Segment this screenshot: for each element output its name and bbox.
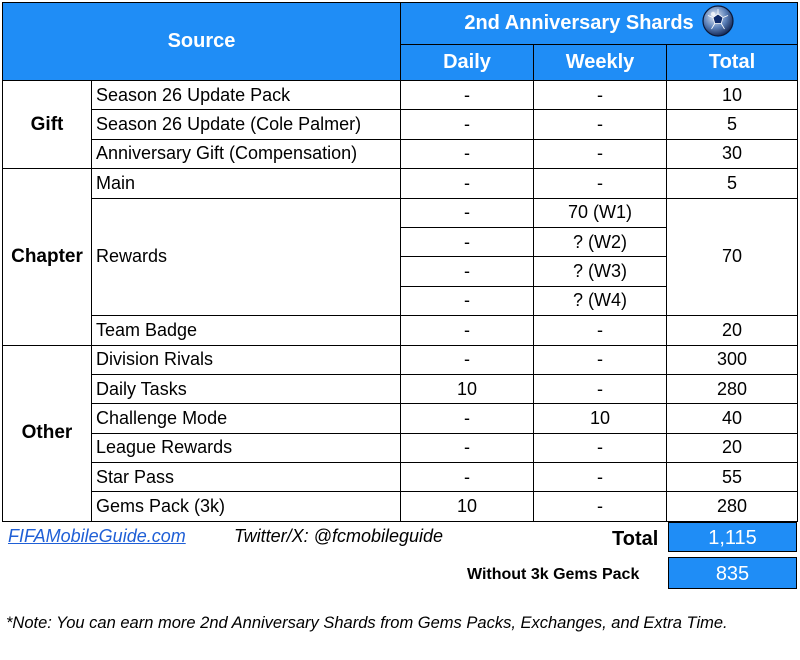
total-col-header: Total: [667, 45, 798, 81]
table-row: [3, 81, 798, 110]
source-cell: Team Badge: [92, 316, 401, 345]
soccer-ball-badge-icon: [702, 5, 734, 43]
daily-cell: -: [401, 404, 534, 433]
table-row: [3, 463, 798, 492]
total-cell: 20: [667, 316, 798, 345]
weekly-cell: -: [534, 463, 667, 492]
weekly-cell: ? (W4): [534, 286, 667, 315]
weekly-col-header: Weekly: [534, 45, 667, 81]
table-row: [3, 345, 798, 374]
source-cell: Division Rivals: [92, 345, 401, 374]
source-cell: Main: [92, 169, 401, 198]
daily-cell: -: [401, 345, 534, 374]
daily-cell: -: [401, 110, 534, 139]
footnote: *Note: You can earn more 2nd Anniversary Shards from Gems Packs, Exchanges, and Extra Time.: [6, 614, 728, 632]
source-cell: Season 26 Update Pack: [92, 81, 401, 110]
table-row: [3, 404, 798, 433]
weekly-cell: -: [534, 316, 667, 345]
daily-cell: -: [401, 286, 534, 315]
twitter-handle: Twitter/X: @fcmobileguide: [234, 526, 444, 546]
table-title: [401, 3, 798, 45]
weekly-cell: -: [534, 374, 667, 403]
without-gems-value: 835: [668, 557, 797, 589]
without-gems-label: Without 3k Gems Pack: [467, 566, 640, 583]
total-cell: 5: [667, 169, 798, 198]
table-row: [3, 433, 798, 462]
total-cell: 70: [667, 198, 798, 316]
total-cell: 30: [667, 139, 798, 168]
weekly-cell: 70 (W1): [534, 198, 667, 227]
source-cell: Rewards: [92, 198, 401, 316]
weekly-cell: -: [534, 81, 667, 110]
daily-cell: -: [401, 81, 534, 110]
weekly-cell: ? (W2): [534, 227, 667, 256]
source-cell: Challenge Mode: [92, 404, 401, 433]
weekly-cell: -: [534, 139, 667, 168]
total-cell: 300: [667, 345, 798, 374]
weekly-cell: -: [534, 345, 667, 374]
total-cell: 10: [667, 81, 798, 110]
daily-cell: -: [401, 463, 534, 492]
table-row: [3, 492, 798, 521]
daily-cell: -: [401, 433, 534, 462]
shards-table: [2, 2, 798, 522]
weekly-cell: -: [534, 169, 667, 198]
total-cell: 20: [667, 433, 798, 462]
grand-total-value: 1,115: [668, 522, 797, 552]
source-cell: Anniversary Gift (Compensation): [92, 139, 401, 168]
total-cell: 280: [667, 492, 798, 521]
daily-cell: -: [401, 139, 534, 168]
source-cell: Star Pass: [92, 463, 401, 492]
table-row: [3, 139, 798, 168]
daily-col-header: Daily: [401, 45, 534, 81]
table-title-text: 2nd Anniversary Shards: [464, 12, 694, 34]
total-cell: 5: [667, 110, 798, 139]
group-chapter: Chapter: [3, 169, 92, 345]
daily-cell: -: [401, 198, 534, 227]
daily-cell: -: [401, 316, 534, 345]
daily-cell: -: [401, 169, 534, 198]
daily-cell: 10: [401, 374, 534, 403]
table-row: [3, 110, 798, 139]
total-cell: 40: [667, 404, 798, 433]
daily-cell: 10: [401, 492, 534, 521]
table-row: [3, 198, 798, 227]
source-cell: Gems Pack (3k): [92, 492, 401, 521]
table-row: [3, 316, 798, 345]
weekly-cell: 10: [534, 404, 667, 433]
table-row: [3, 374, 798, 403]
grand-total-label: Total: [612, 528, 659, 550]
total-cell: 280: [667, 374, 798, 403]
daily-cell: -: [401, 227, 534, 256]
weekly-cell: ? (W3): [534, 257, 667, 286]
source-cell: Daily Tasks: [92, 374, 401, 403]
table-row: [3, 169, 798, 198]
source-header: Source: [3, 3, 401, 81]
group-other: Other: [3, 345, 92, 521]
group-gift: Gift: [3, 81, 92, 169]
daily-cell: -: [401, 257, 534, 286]
site-link[interactable]: FIFAMobileGuide.com: [8, 526, 186, 546]
source-cell: Season 26 Update (Cole Palmer): [92, 110, 401, 139]
source-cell: League Rewards: [92, 433, 401, 462]
weekly-cell: -: [534, 492, 667, 521]
weekly-cell: -: [534, 110, 667, 139]
total-cell: 55: [667, 463, 798, 492]
weekly-cell: -: [534, 433, 667, 462]
